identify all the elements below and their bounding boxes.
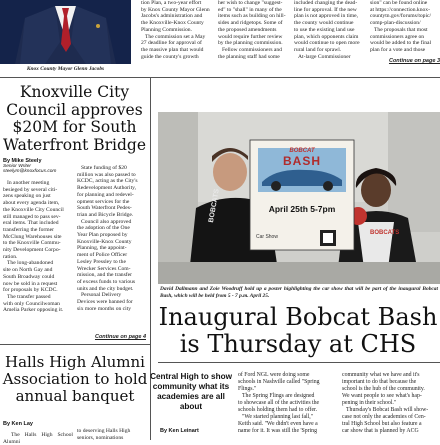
byline-email: steelym@knoxfocus.com xyxy=(3,169,57,174)
text-line: Fellow commissioners and xyxy=(222,46,282,53)
text-line: the adoption of the One xyxy=(77,225,130,232)
text-line: the proposed amendments xyxy=(218,26,277,33)
text-line: Keith said. "We didn't even have a xyxy=(238,421,318,427)
text-line: South Waterfront Pedes- xyxy=(77,205,132,212)
top-article-column-3 xyxy=(294,0,364,60)
text-line: Jacobs's administration and xyxy=(141,13,203,20)
text-line: Year Plan proposed by xyxy=(77,232,128,239)
text-line: schools in Nashville called "Spring xyxy=(238,379,320,385)
text-line: South Broadway could xyxy=(3,273,55,280)
text-line: The transfer passed xyxy=(7,293,51,300)
text-line: eral items. That included xyxy=(3,220,59,227)
text-line: nity Development Corpo- xyxy=(3,247,61,254)
text-line: sides and ridgetops. Some of xyxy=(218,20,283,27)
text-line: name for it. It was still the 'Spring xyxy=(238,428,317,434)
byline-title: Senior Writer xyxy=(3,164,31,169)
text-line: would continue to open more xyxy=(294,40,360,47)
text-line: would be added to the final xyxy=(370,40,432,47)
bridge-headline: Knoxville City Council approves $20M for South Waterfront Bridge xyxy=(2,83,147,154)
halls-headline: Halls High Alumni Association to hold annual banquet xyxy=(2,353,148,405)
bobcat-byline: By Ken Leinart xyxy=(160,428,199,434)
bridge-column-2 xyxy=(77,165,147,312)
text-line: trian and Bicycle Bridge. xyxy=(77,211,134,218)
mayor-portrait-image xyxy=(0,0,131,64)
text-line: for planning and redevel- xyxy=(77,191,134,198)
text-line: for proposals by KCDC. xyxy=(3,287,58,294)
text-line: units and the city budget. xyxy=(77,285,134,292)
text-line: Knoxville-Knox County xyxy=(77,238,132,245)
text-line: community what we have and it's xyxy=(342,372,420,378)
text-line: to deserving Halls High xyxy=(77,428,131,434)
text-line: transferring the former xyxy=(3,226,54,233)
text-line: car show that is planned by ACG xyxy=(342,428,419,434)
text-line: still managed to pass sev- xyxy=(3,213,61,220)
text-line: KCDC, acting as the City's xyxy=(77,178,138,185)
text-line: The long-abandoned xyxy=(7,260,54,267)
text-line: mission, and the transfer xyxy=(77,272,132,279)
text-line: countytn.gov/forums/topic/ xyxy=(370,13,432,20)
text-line: about every agenda item, xyxy=(3,200,60,207)
text-line: Devices were banned for xyxy=(77,299,133,306)
top-article-column-1 xyxy=(141,0,211,60)
text-line: plan, which opponents claim xyxy=(294,33,359,40)
text-line: with only Councilwoman xyxy=(3,300,60,307)
text-line: "We started planning last fall," xyxy=(242,414,314,420)
text-line: The proposals that most xyxy=(374,26,428,33)
text-line: the Knoxville City Council xyxy=(3,206,64,213)
section-divider xyxy=(158,362,440,363)
text-line: The commission set a May xyxy=(145,33,206,40)
bobcat-column-3 xyxy=(342,372,440,435)
text-line: Redevelopment Authority, xyxy=(77,185,136,192)
text-line: Planning Commission. xyxy=(141,26,192,33)
bobcat-deck: Central High to show community what its academies are all about xyxy=(150,372,232,411)
text-line: site on North Gay and xyxy=(3,267,53,274)
text-line: the county would continue xyxy=(294,20,354,27)
top-article-column-4 xyxy=(370,0,440,54)
shirt-lettering-left: BOBCATS xyxy=(208,188,221,224)
text-line: sion" can be found online xyxy=(370,0,428,6)
photo-caption: David Dallmann and Zoie Woodruff hold up a poster highlighting the car show that will be part of the inaugural Bobcat Bash, which will be held from 5 - 7 p.m. April 25. xyxy=(160,286,438,299)
section-divider xyxy=(0,344,150,345)
text-line: State funding of $20 xyxy=(81,165,127,171)
poster-title-big: BASH xyxy=(282,154,321,168)
text-line: would require further review xyxy=(218,33,283,40)
poster-subtitle: Car Show xyxy=(256,234,278,240)
text-line-part: Alumni xyxy=(3,438,21,445)
text-line: guide the county's growth xyxy=(141,53,199,60)
text-line: of Ford NGL were doing some xyxy=(238,372,310,378)
text-line: Amelia Parker opposing it. xyxy=(3,307,64,314)
text-line-part: The Halls High School xyxy=(11,432,73,438)
text-line: school is the hub of the community. xyxy=(342,386,425,392)
byline-author: By Mike Steely xyxy=(3,158,42,164)
text-line: McClung Warehouses site xyxy=(3,233,62,240)
text-line: the massive plan that would xyxy=(141,46,204,53)
text-line: seniors, nominations xyxy=(77,434,124,441)
bobcat-headline: Inaugural Bobcat Bash is Thursday at CHS xyxy=(158,303,438,358)
text-line: Planning, the appoint- xyxy=(77,245,127,252)
text-line: besieged by several citi- xyxy=(3,186,58,193)
text-line: by the planning commission. xyxy=(218,40,283,47)
text-line: Lesley Pressley to the xyxy=(77,258,126,265)
text-line: six more months on city xyxy=(77,305,132,312)
students-with-poster-image xyxy=(158,112,440,284)
text-line: case not only the academies of Cen- xyxy=(342,414,426,420)
text-line: schools holding them had to offer. xyxy=(238,407,318,413)
text-line: the Knoxville-Knox County xyxy=(141,20,204,27)
text-line: Wrecker Services Com- xyxy=(77,265,131,272)
top-article-continue-link[interactable]: Continue on page 3 xyxy=(388,58,440,64)
bridge-byline xyxy=(3,158,73,174)
text-line: now be sold in a request xyxy=(3,280,58,287)
text-line: tion Plan, a two-year effort xyxy=(141,0,202,6)
poster-title-small: BOBCAT xyxy=(289,148,315,154)
text-line: Flings." xyxy=(238,386,257,392)
text-line: ment of Police Officer xyxy=(77,252,128,259)
text-line: At-large Commissioner xyxy=(298,53,351,60)
text-line: 27 deadline for approval of xyxy=(141,40,202,47)
bobcat-bash-photo xyxy=(158,112,440,284)
poster-date: April 25th 5-7pm xyxy=(268,204,336,214)
top-article-column-2 xyxy=(218,0,288,60)
bridge-continue-link[interactable]: Continue on page 4 xyxy=(94,334,146,340)
text-line: items such as building on hill- xyxy=(218,13,286,20)
mayor-photo xyxy=(0,0,131,64)
text-line xyxy=(3,432,73,445)
text-line: to the Knoxville Commu- xyxy=(3,240,61,247)
text-line: comp-plan-discussion/ xyxy=(370,20,421,27)
text-line: plan for a vote and those xyxy=(370,46,426,53)
text-line: The Spring Flings are designed xyxy=(242,393,315,399)
text-line: ration. xyxy=(3,253,18,260)
halls-byline: By Ken Lay xyxy=(3,421,33,427)
bobcat-column-2 xyxy=(238,372,334,435)
text-line: zens speaking on just xyxy=(3,193,51,200)
text-line: pening in their school." xyxy=(342,400,397,406)
section-divider xyxy=(0,77,440,78)
text-line: her wish to change "suggest- xyxy=(218,0,283,6)
text-line: included changing the dead- xyxy=(294,0,358,6)
shirt-lettering-right: BOBCATS xyxy=(370,230,400,236)
text-line: to use the existing land use xyxy=(294,26,355,33)
bridge-column-1 xyxy=(3,180,73,314)
text-line: line for approval. If the new xyxy=(294,6,357,13)
text-line: rural land for sprawl. xyxy=(294,46,342,53)
text-line: Council also approved xyxy=(81,218,132,225)
halls-column-1 xyxy=(3,432,73,445)
halls-column-2 xyxy=(77,428,147,441)
text-line: the planning staff had some xyxy=(218,53,280,60)
text-line: Personal Delivery xyxy=(81,292,122,299)
text-line: important to do that because the xyxy=(342,379,417,385)
text-line: Thursday's Bobcat Bash will show- xyxy=(346,407,429,413)
text-line: ed" to "shall" in many of the xyxy=(218,6,282,13)
text-line: of excess funds to various xyxy=(77,278,136,285)
text-line: plan is not approved in time, xyxy=(294,13,359,20)
mayor-caption: Knox County Mayor Glenn Jacobs xyxy=(26,66,105,72)
text-line: We want people to see what's hap- xyxy=(342,393,422,399)
text-line: In another meeting xyxy=(7,180,50,186)
text-line: to showcase all of the activities the xyxy=(238,400,320,406)
text-line: opment services for the xyxy=(77,198,130,205)
text-line: million was also passed to xyxy=(77,171,136,178)
text-line: at https://connection.knox- xyxy=(370,6,430,13)
text-line: by Knox County Mayor Glenn xyxy=(141,6,210,13)
text-line: tral High School but also feature a xyxy=(342,421,422,427)
text-line: commissioners agree on xyxy=(370,33,425,40)
